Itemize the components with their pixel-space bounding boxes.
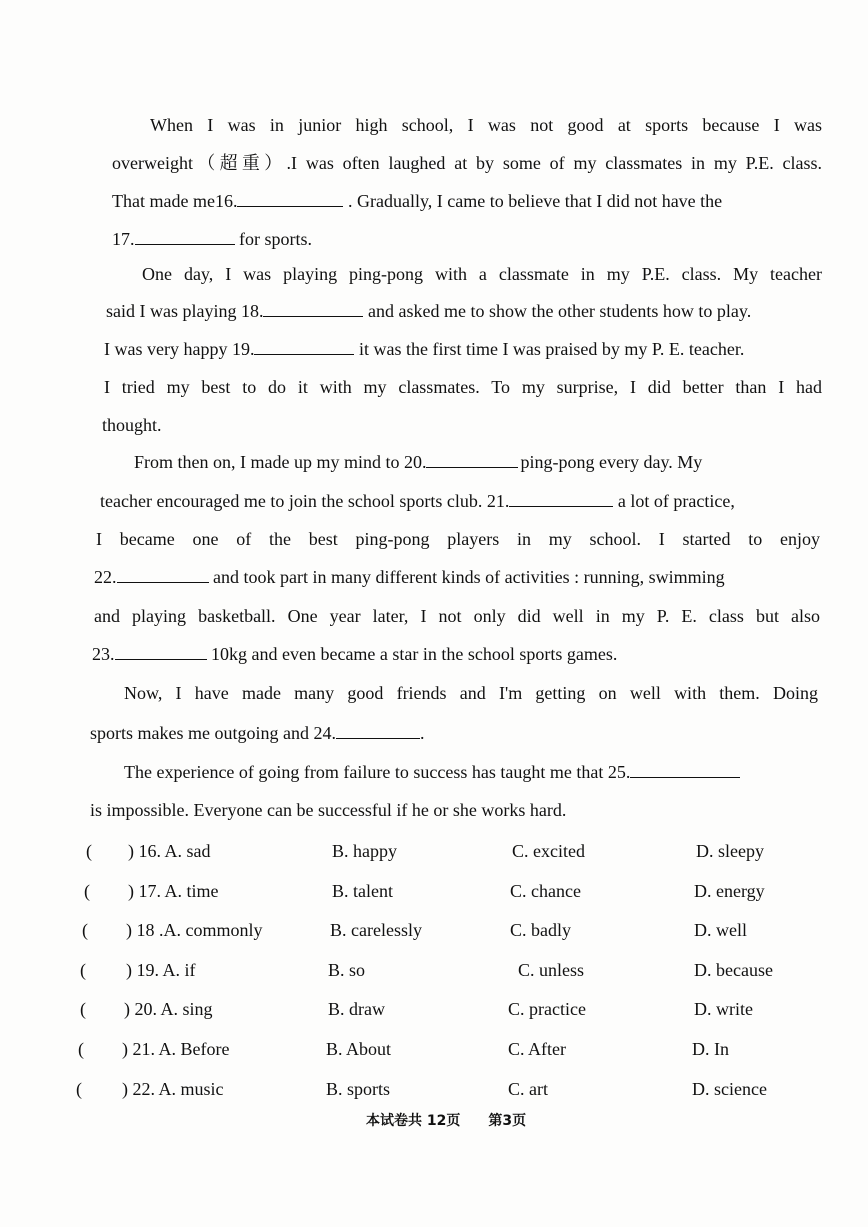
passage-line bbox=[112, 228, 312, 250]
question-row bbox=[0, 958, 868, 982]
passage-line: I became one of the best ping-pong players in my school. I started to enjoy bbox=[96, 529, 820, 549]
passage-text: I was very happy 19. bbox=[104, 339, 255, 359]
passage-text: sports makes me outgoing and 24. bbox=[90, 723, 336, 743]
passage-line bbox=[90, 722, 424, 744]
passage-line bbox=[100, 490, 735, 512]
passage-text: 23. bbox=[92, 644, 115, 664]
passage-line bbox=[124, 761, 740, 783]
option-c: C. chance bbox=[510, 881, 581, 901]
answer-blank-23 bbox=[115, 643, 207, 660]
answer-blank-17 bbox=[135, 228, 235, 245]
passage-line: One day, I was playing ping-pong with a classmate in my P.E. class. My teacher bbox=[142, 264, 822, 284]
option-b: B. happy bbox=[332, 841, 397, 861]
footer-page-number: 第3页 bbox=[488, 1113, 527, 1129]
option-b: B. About bbox=[326, 1039, 392, 1059]
question-row bbox=[0, 918, 868, 942]
passage-text: . Gradually, I came to believe that I did not have the bbox=[347, 191, 723, 211]
option-d: D. science bbox=[692, 1079, 767, 1099]
answer-blank-24 bbox=[336, 722, 420, 739]
passage-text: a lot of practice, bbox=[617, 491, 735, 511]
answer-blank-18 bbox=[263, 300, 363, 317]
answer-blank-25 bbox=[630, 761, 740, 778]
passage-line bbox=[104, 338, 744, 360]
question-row bbox=[0, 997, 868, 1021]
passage-line: thought. bbox=[102, 415, 162, 435]
passage-text: it was the first time I was praised by my P. E. teacher. bbox=[358, 339, 745, 359]
option-a: ) 16. A. sad bbox=[128, 841, 211, 861]
option-c: C. After bbox=[508, 1039, 566, 1059]
question-row bbox=[0, 839, 868, 863]
answer-blank-16 bbox=[237, 190, 343, 207]
option-a: ) 20. A. sing bbox=[124, 999, 213, 1019]
question-row bbox=[0, 1077, 868, 1101]
option-d: D. write bbox=[694, 999, 753, 1019]
passage-text: That made me16. bbox=[112, 191, 238, 211]
option-b: B. talent bbox=[332, 881, 393, 901]
passage-text: 22. bbox=[94, 567, 117, 587]
answer-paren: ( bbox=[80, 999, 86, 1019]
option-d: D. because bbox=[694, 960, 773, 980]
answer-blank-20 bbox=[426, 451, 518, 468]
option-b: B. carelessly bbox=[330, 920, 422, 940]
passage-text: The experience of going from failure to success has taught me that 25. bbox=[124, 762, 631, 782]
passage-text: ping-pong every day. My bbox=[520, 452, 703, 472]
answer-paren: ( bbox=[84, 881, 90, 901]
answer-paren: ( bbox=[86, 841, 92, 861]
passage-line bbox=[112, 190, 822, 212]
page-footer bbox=[366, 1110, 554, 1130]
question-row bbox=[0, 879, 868, 903]
passage-line: Now, I have made many good friends and I'm getting on well with them. Doing bbox=[124, 683, 818, 703]
answer-paren: ( bbox=[82, 920, 88, 940]
passage-line bbox=[92, 643, 617, 665]
passage-text: said I was playing 18. bbox=[106, 301, 264, 321]
option-c: C. art bbox=[508, 1079, 548, 1099]
passage-line: I tried my best to do it with my classmates. To my surprise, I did better than I had bbox=[104, 377, 822, 397]
answer-paren: ( bbox=[76, 1079, 82, 1099]
footer-total-pages: 本试卷共 12页 bbox=[366, 1113, 461, 1129]
passage-line bbox=[94, 566, 725, 588]
answer-blank-19 bbox=[254, 338, 354, 355]
option-a: ) 21. A. Before bbox=[122, 1039, 230, 1059]
passage-text: From then on, I made up my mind to 20. bbox=[134, 452, 427, 472]
answer-paren: ( bbox=[80, 960, 86, 980]
option-b: B. draw bbox=[328, 999, 385, 1019]
question-row bbox=[0, 1037, 868, 1061]
answer-paren: ( bbox=[78, 1039, 84, 1059]
option-c: C. practice bbox=[508, 999, 586, 1019]
passage-text: 10kg and even became a star in the school sports games. bbox=[211, 644, 618, 664]
option-c: C. excited bbox=[512, 841, 585, 861]
passage-text: for sports. bbox=[239, 229, 312, 249]
option-d: D. sleepy bbox=[696, 841, 764, 861]
option-c: C. unless bbox=[518, 960, 585, 980]
option-d: D. energy bbox=[694, 881, 765, 901]
option-a: ) 18 .A. commonly bbox=[126, 920, 263, 940]
passage-line: When I was in junior high school, I was not good at sports because I was bbox=[150, 115, 822, 135]
passage-line: overweight（超重）.I was often laughed at by some of my classmates in my P.E. class. bbox=[112, 153, 822, 173]
passage-line bbox=[106, 300, 751, 322]
option-a: ) 22. A. music bbox=[122, 1079, 224, 1099]
passage-text: . bbox=[419, 723, 425, 743]
passage-line: is impossible. Everyone can be successful if he or she works hard. bbox=[90, 800, 567, 820]
option-d: D. well bbox=[694, 920, 747, 940]
option-d: D. In bbox=[692, 1039, 729, 1059]
option-a: ) 19. A. if bbox=[126, 960, 196, 980]
option-b: B. so bbox=[328, 960, 366, 980]
passage-text: 17. bbox=[112, 229, 135, 249]
passage-line: and playing basketball. One year later, I not only did well in my P. E. class but also bbox=[94, 606, 820, 626]
passage-text: and took part in many different kinds of activities : running, swimming bbox=[213, 567, 725, 587]
option-b: B. sports bbox=[326, 1079, 391, 1099]
answer-blank-22 bbox=[117, 566, 209, 583]
answer-blank-21 bbox=[509, 490, 613, 507]
passage-line bbox=[134, 451, 702, 473]
option-c: C. badly bbox=[510, 920, 571, 940]
passage-text: teacher encouraged me to join the school sports club. 21. bbox=[100, 491, 510, 511]
option-a: ) 17. A. time bbox=[128, 881, 219, 901]
passage-text: and asked me to show the other students how to play. bbox=[367, 301, 752, 321]
